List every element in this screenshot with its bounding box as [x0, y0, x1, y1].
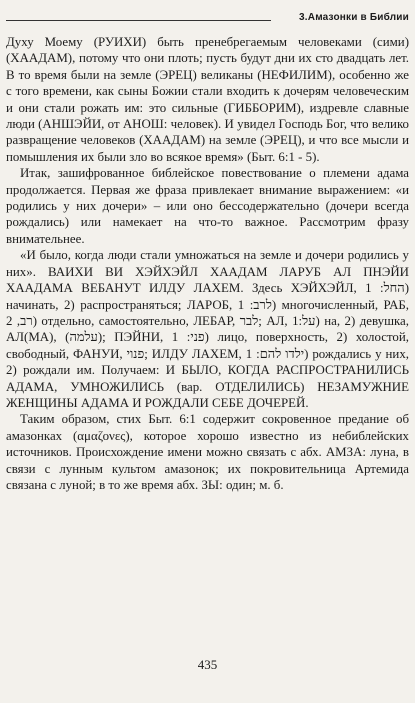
- page-number: 435: [197, 657, 218, 672]
- paragraph-4: Таким образом, стих Быт. 6:1 содержит сокровенное предание об амазонках (αμαζονες), которое хорошо известно из небиблейских источников. Происхождение имени можно связать с абх. АМЗА: луна, в связи с лунным культом амазонок; их покровительница Артемида связана с луной; в то же время абх. ЗЫ: один; м. б.: [6, 412, 409, 492]
- page-body: [6, 34, 409, 493]
- header-rule: [6, 20, 271, 21]
- chapter-title: 3.Амазонки в Библии: [293, 12, 409, 23]
- running-header: [6, 10, 409, 24]
- paragraph-3: «И было, когда люди стали умножаться на земле и дочери родились у них». ВАИХИ ВИ ХЭЙХЭЙЛ ХААДАМ ЛАРУБ АЛ ПНЭЙИ ХААДАМА ВЕБАНУТ ИЛДУ ЛАХЕМ. Здесь ХЭЙХЭЙЛ, החל: 1) начинать, 2) распространяться; ЛАРОБ, לרב: 1) многочисленный, РАБ, רב, 2) отдельно, самостоятельно, ЛЕБАР, לבר; АЛ, על:1) на, 2) девушка, АЛ(МА), (עלמה); ПЭЙНИ, פני: 1) лицо, поверхность, 2) холостой, свободный, ФАНУИ, פנוי; ИЛДУ ЛАХЕМ, ילדו להם: 1) рождались у них, 2) рождали им. Получаем: И БЫЛО, КОГДА РАСПРОСТРАНИЛИСЬ АДАМА, УМНОЖИЛИСЬ (вар. ОТДЕЛИЛИСЬ) НЕЗАМУЖНИЕ ЖЕНЩИНЫ АДАМА И РОЖДАЛИ СЕБЕ ДОЧЕРЕЙ.: [6, 248, 410, 410]
- paragraph-2: Итак, зашифрованное библейское повествование о племени адама продолжается. Первая же фраза привлекает внимание выражением: «и родились у них дочери» – или оно бессодержательно (дочери всегда рождались) или намекает на что-то важное. Рассмотрим фразу внимательнее.: [6, 166, 409, 246]
- paragraph-1: Духу Моему (РУИХИ) быть пренебрегаемым человеками (сими) (ХААДАМ), потому что они плоть; пусть будут дни их сто двадцать лет. В то время были на земле (ЭРЕЦ) великаны (НЕФИЛИМ), особенно же с того времени, как сыны Божии стали входить к дочерям человеческим и они стали рожать им: это сильные (ГИББОРИМ), издревле славные люди (АНШЭЙИ, от АНОШ: человек). И увидел Господь Бог, что велико развращение человеков (ХААДАМ) на земле (ЭРЕЦ), и что все мысли и помышления их были зло во всякое время» (Быт. 6:1 - 5).: [6, 35, 409, 164]
